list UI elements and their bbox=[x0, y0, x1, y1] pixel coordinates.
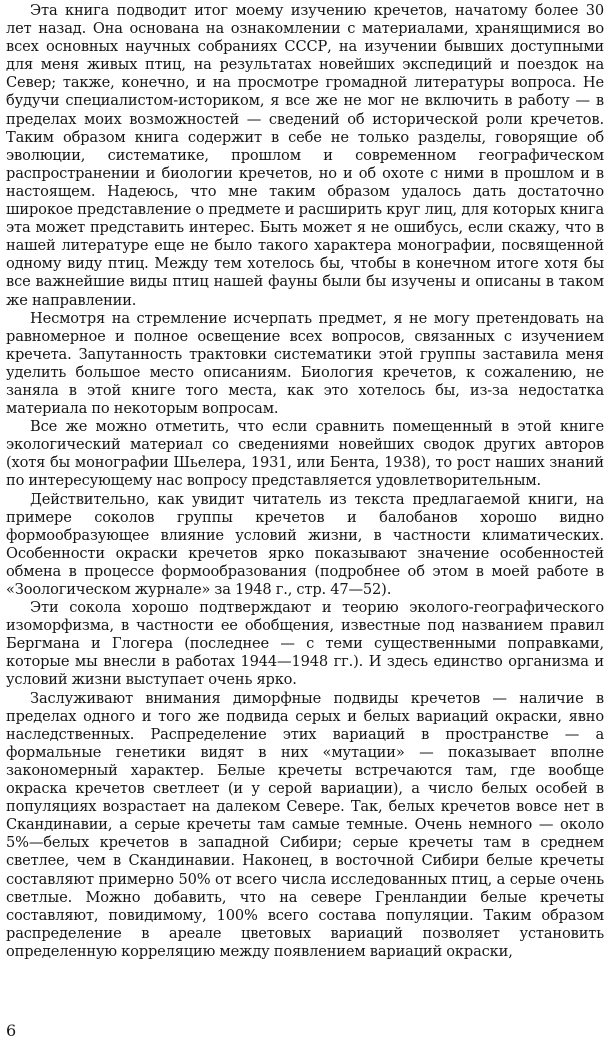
paragraph-3: Все же можно отметить, что если сравнить помещенный в этой книге экологический материал со сведениями новейших сводок других авторов (хотя бы монографии Шьелера, 1931, или Бента, 1938), то рост наших знаний по интересующему нас вопросу представляется удовлетворительным. bbox=[6, 418, 604, 490]
book-page bbox=[6, 2, 604, 1046]
paragraph-1: Эта книга подводит итог моему изучению кречетов, начатому более 30 лет назад. Она основана на ознакомлении с материалами, хранящимися во всех основных научных собраниях СССР, на изучении бывших доступными для меня живых птиц, на результатах новейших экспедиций и поездок на Север; также, конечно, и на просмотре громадной литературы вопроса. Не будучи специалистом-историком, я все же не мог не включить в работу — в пределах моих возможностей — сведений об исторической роли кречетов. Таким образом книга содержит в себе не только разделы, говорящие об эволюции, систематике, прошлом и современном географическом распространении и биологии кречетов, но и об охоте с ними в прошлом и в настоящем. Надеюсь, что мне таким образом удалось дать достаточно широкое представление о предмете и расширить круг лиц, для которых книга эта может представить интерес. Быть может я не ошибусь, если скажу, что в нашей литературе еще не было такого характера монографии, посвященной одному виду птиц. Между тем хотелось бы, чтобы в конечном итоге хотя бы все важнейшие виды птиц нашей фауны были бы изучены и описаны в таком же направлении. bbox=[6, 2, 604, 309]
page-number: 6 bbox=[6, 1021, 17, 1040]
body-text bbox=[6, 2, 604, 961]
paragraph-6: Заслуживают внимания диморфные подвиды кречетов — наличие в пределах одного и того же подвида серых и белых вариаций окраски, явно наследственных. Распределение этих вариаций в пространстве — а формальные генетики видят в них «мутации» — показывает вполне закономерный характер. Белые кречеты встречаются там, где вообще окраска кречетов светлеет (и у серой вариации), а число белых особей в популяциях возрастает на далеком Севере. Так, белых кречетов вовсе нет в Скандинавии, а серые кречеты там самые темные. Очень немного — около 5%—белых кречетов в западной Сибири; серые кречеты там в среднем светлее, чем в Скандинавии. Наконец, в восточной Сибири белые кречеты составляют примерно 50% от всего числа исследованных птиц, а серые очень светлые. Можно добавить, что на севере Гренландии белые кречеты составляют, повидимому, 100% всего состава популяции. Таким образом распределение в ареале цветовых вариаций позволяет установить определенную корреляцию между появлением вариаций окраски, bbox=[6, 689, 604, 960]
paragraph-5: Эти сокола хорошо подтверждают и теорию эколого-географического изоморфизма, в частности ее обобщения, известные под названием правил Бергмана и Глогера (последнее — с теми существенными поправками, которые мы внесли в работах 1944—1948 гг.). И здесь единство организма и условий жизни выступает очень ярко. bbox=[6, 599, 604, 689]
paragraph-2: Несмотря на стремление исчерпать предмет, я не могу претендовать на равномерное и полное освещение всех вопросов, связанных с изучением кречета. Запутанность трактовки систематики этой группы заставила меня уделить большое место описаниям. Биология кречетов, к сожалению, не заняла в этой книге того места, как это хотелось бы, из-за недостатка материала по некоторым вопросам. bbox=[6, 309, 604, 418]
paragraph-4: Действительно, как увидит читатель из текста предлагаемой книги, на примере соколов группы кречетов и балобанов хорошо видно формообразующее влияние условий жизни, в частности климатических. Особенности окраски кречетов ярко показывают значение особенностей обмена в процессе формообразования (подробнее об этом в моей работе в «Зоологическом журнале» за 1948 г., стр. 47—52). bbox=[6, 490, 604, 598]
